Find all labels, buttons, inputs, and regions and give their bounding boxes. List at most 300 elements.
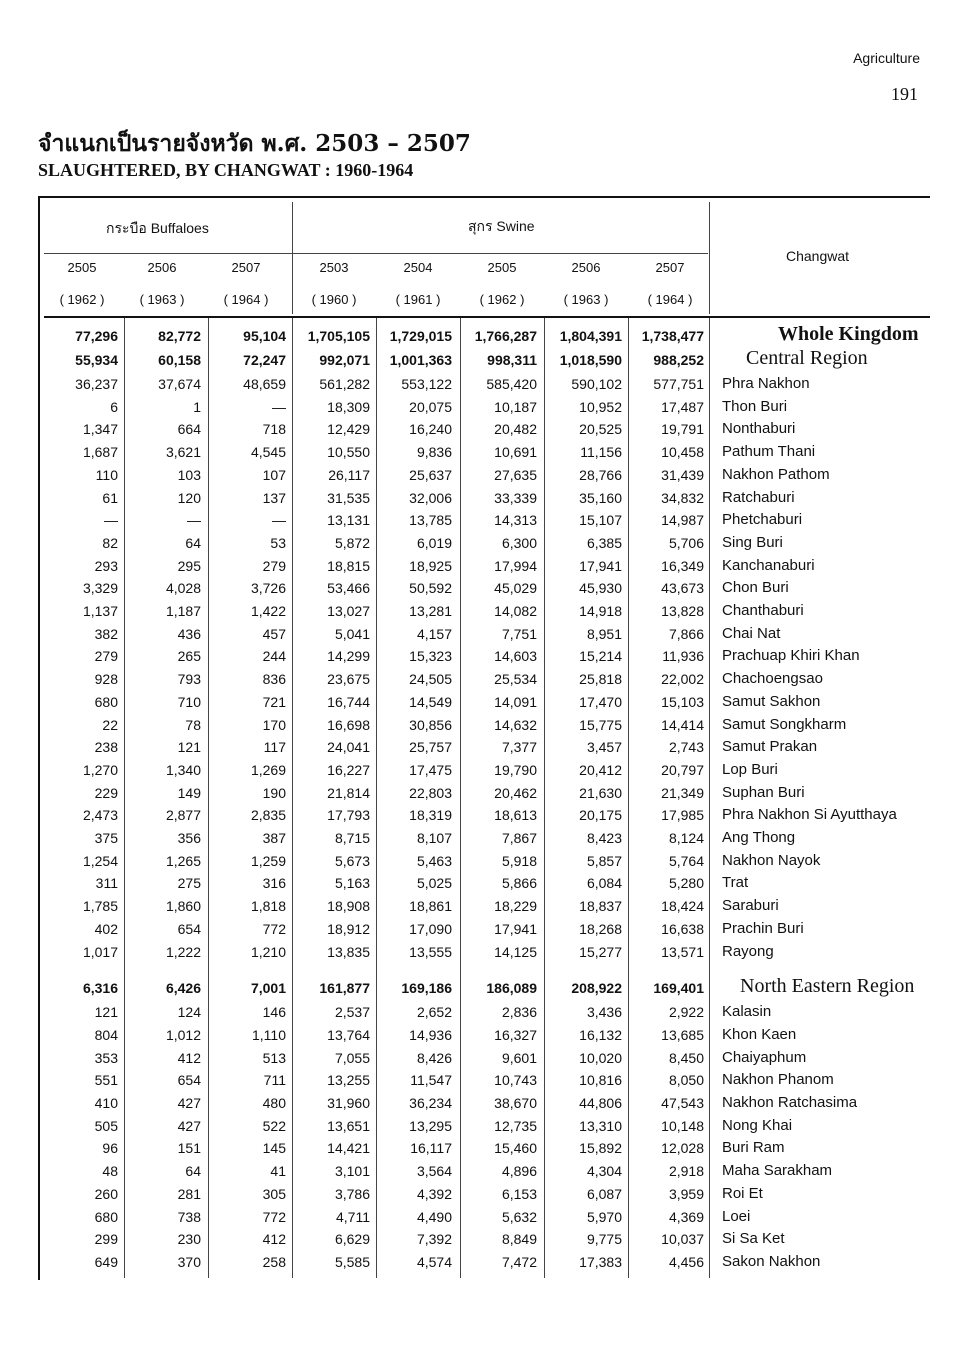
table-cell: 50,592 [409, 580, 452, 597]
changwat-name: Lop Buri [722, 760, 778, 778]
region-label: North Eastern Region [740, 975, 915, 998]
changwat-name: Maha Sarakham [722, 1162, 833, 1180]
table-cell: 23,675 [327, 671, 370, 688]
table-cell: 1,269 [250, 761, 286, 778]
table-cell: 680 [94, 693, 118, 710]
table-cell: 1,001,363 [389, 352, 452, 368]
table-cell: 721 [262, 693, 286, 710]
changwat-name: Nong Khai [722, 1116, 793, 1134]
table-cell: 145 [262, 1140, 286, 1157]
table-cell: 186,089 [486, 980, 537, 997]
table-cell: 44,806 [579, 1095, 622, 1111]
table-cell: 41 [270, 1163, 286, 1180]
table-cell: 15,892 [579, 1140, 622, 1157]
table-cell: 281 [177, 1185, 201, 1202]
table-cell: 7,392 [416, 1231, 452, 1248]
table-cell: 13,310 [579, 1117, 622, 1134]
table-cell: 1,347 [82, 421, 118, 438]
year-header-th: 2505 [67, 260, 97, 275]
table-cell: 6,385 [586, 534, 622, 551]
table-cell: 161,877 [319, 980, 370, 997]
table-cell: 5,585 [334, 1253, 370, 1270]
table-cell: 18,815 [327, 557, 370, 574]
table-cell: 649 [94, 1253, 118, 1270]
changwat-name: Phra Nakhon [722, 375, 810, 392]
changwat-name: Samut Sakhon [722, 692, 821, 710]
table-cell: 13,571 [661, 943, 704, 960]
table-cell: 577,751 [653, 376, 704, 392]
table-cell: 772 [262, 1208, 286, 1225]
table-cell: 16,349 [661, 557, 704, 574]
table-cell: 8,423 [586, 830, 622, 846]
table-cell: 137 [262, 489, 286, 506]
table-cell: 14,987 [661, 512, 704, 529]
table-cell: 5,857 [586, 852, 622, 869]
year-header-th: 2506 [571, 260, 601, 275]
table-cell: 6,153 [501, 1185, 537, 1202]
whole-kingdom-label: Whole Kingdom [778, 323, 919, 345]
table-cell: 17,090 [409, 920, 452, 937]
year-header-en: ( 1962 ) [479, 292, 525, 307]
table-cell: 61 [102, 489, 118, 506]
table-cell: 30,856 [409, 716, 452, 733]
table-cell: 36,237 [75, 376, 118, 392]
table-cell: 3,101 [334, 1163, 370, 1180]
table-cell: 998,311 [487, 352, 537, 368]
table-cell: 427 [177, 1095, 201, 1111]
table-cell: 18,319 [409, 807, 452, 824]
table-cell: 103 [177, 466, 201, 483]
table-cell: 3,436 [586, 1004, 622, 1021]
table-cell: 8,715 [334, 830, 370, 846]
changwat-name: Samut Prakan [722, 738, 818, 756]
table-cell: 24,041 [327, 739, 370, 756]
changwat-name: Roi Et [722, 1184, 763, 1202]
table-cell: 34,832 [661, 489, 704, 506]
table-cell: 4,369 [668, 1208, 704, 1225]
table-cell: 15,107 [579, 512, 622, 529]
table-cell: 10,020 [579, 1049, 622, 1066]
table-cell: 1,766,287 [474, 328, 537, 344]
changwat-name: Si Sa Ket [722, 1230, 785, 1248]
table-cell: 14,125 [494, 943, 537, 960]
table-cell: 16,638 [661, 920, 704, 937]
table-cell: 15,214 [579, 648, 622, 665]
table-cell: 18,912 [327, 920, 370, 937]
table-cell: 522 [262, 1117, 286, 1134]
table-cell: 1,687 [82, 444, 118, 461]
table-cell: 4,456 [668, 1253, 704, 1270]
table-cell: 1,860 [165, 898, 201, 915]
table-cell: — [272, 398, 286, 415]
table-cell: 1,187 [165, 603, 201, 619]
table-cell: 505 [94, 1117, 118, 1134]
table-cell: 561,282 [319, 376, 370, 392]
table-cell: 8,849 [501, 1231, 537, 1248]
table-cell: 10,187 [494, 398, 537, 415]
table-cell: 190 [262, 784, 286, 801]
table-cell: 710 [177, 693, 201, 710]
table-cell: 22 [102, 716, 118, 733]
table-cell: 412 [177, 1049, 201, 1066]
table-cell: 772 [262, 920, 286, 937]
table-cell: 25,534 [494, 671, 537, 688]
table-cell: 4,574 [416, 1253, 452, 1270]
table-cell: 8,050 [668, 1072, 704, 1089]
table-cell: 2,918 [668, 1163, 704, 1180]
changwat-name: Kalasin [722, 1003, 772, 1021]
table-cell: 6,426 [165, 980, 201, 997]
table-cell: 9,601 [501, 1049, 537, 1066]
table-cell: 53 [270, 534, 286, 551]
table-cell: 311 [95, 875, 118, 892]
table-cell: 6 [110, 398, 118, 415]
table-cell: 6,629 [334, 1231, 370, 1248]
table-cell: 17,475 [409, 761, 452, 778]
table-cell: 16,240 [409, 421, 452, 438]
table-cell: 9,775 [586, 1231, 622, 1248]
table-cell: 1,804,391 [559, 328, 622, 344]
table-cell: 4,490 [416, 1208, 452, 1225]
table-cell: 6,087 [586, 1185, 622, 1202]
changwat-name: Chanthaburi [722, 602, 804, 619]
table-cell: 18,837 [579, 898, 622, 915]
changwat-name: Nonthaburi [722, 420, 796, 438]
table-cell: 10,458 [661, 444, 704, 461]
changwat-name: Suphan Buri [722, 783, 805, 801]
table-cell: 10,743 [494, 1072, 537, 1089]
table-cell: 20,175 [579, 807, 622, 824]
table-cell: 1,254 [82, 852, 118, 869]
table-cell: 3,959 [668, 1185, 704, 1202]
table-cell: 13,555 [409, 943, 452, 960]
region-label: Central Region [746, 347, 868, 369]
table-cell: 14,299 [327, 648, 370, 665]
table-cell: 13,295 [409, 1117, 452, 1134]
table-cell: 585,420 [486, 376, 537, 392]
table-cell: 718 [262, 421, 286, 438]
changwat-name: Nakhon Ratchasima [722, 1094, 858, 1111]
table-cell: 17,383 [579, 1253, 622, 1270]
table-cell: 928 [94, 671, 118, 688]
year-header-en: ( 1963 ) [139, 292, 185, 307]
table-cell: 10,952 [579, 398, 622, 415]
table-cell: 375 [94, 830, 118, 846]
table-cell: 19,791 [661, 421, 704, 438]
changwat-name: Sing Buri [722, 533, 783, 551]
table-cell: 4,392 [416, 1185, 452, 1202]
table-cell: 17,985 [661, 807, 704, 824]
table-cell: 1,222 [165, 943, 201, 960]
table-cell: 229 [94, 784, 118, 801]
table-cell: 35,160 [579, 489, 622, 506]
table-cell: 387 [262, 830, 286, 846]
table-cell: 17,793 [327, 807, 370, 824]
table-cell: 7,001 [250, 980, 286, 997]
table-cell: 107 [262, 466, 286, 483]
changwat-name: Prachin Buri [722, 919, 804, 937]
table-cell: 170 [262, 716, 286, 733]
table-cell: 1,018,590 [559, 352, 622, 368]
table-cell: 25,637 [409, 466, 452, 483]
changwat-name: Rayong [722, 942, 774, 960]
table-cell: 18,925 [409, 557, 452, 574]
table-cell: 5,163 [334, 875, 370, 892]
table-cell: 121 [177, 739, 201, 756]
table-cell: 37,674 [158, 376, 201, 392]
table-cell: — [187, 512, 201, 529]
table-cell: 7,377 [501, 739, 537, 756]
table-cell: 738 [177, 1208, 201, 1225]
table-cell: 17,941 [579, 557, 622, 574]
table-cell: 5,866 [501, 875, 537, 892]
table-cell: 20,075 [409, 398, 452, 415]
table-cell: 8,450 [668, 1049, 704, 1066]
changwat-name: Nakhon Nayok [722, 851, 821, 869]
table-cell: 64 [185, 1163, 201, 1180]
table-cell: 4,304 [586, 1163, 622, 1180]
table-cell: 382 [94, 625, 118, 642]
changwat-name: Saraburi [722, 897, 779, 915]
table-cell: 5,970 [586, 1208, 622, 1225]
table-cell: 31,439 [661, 466, 704, 483]
table-cell: 208,922 [571, 980, 622, 997]
table-cell: 6,316 [82, 980, 118, 997]
table-cell: 8,124 [668, 830, 704, 846]
table-cell: 244 [262, 648, 286, 665]
table-cell: 480 [262, 1095, 286, 1111]
table-cell: 2,877 [165, 807, 201, 824]
table-cell: 2,537 [334, 1004, 370, 1021]
table-cell: 27,635 [494, 466, 537, 483]
table-cell: 1,422 [250, 603, 286, 619]
table-cell: 5,764 [668, 852, 704, 869]
table-cell: 45,029 [494, 580, 537, 597]
table-cell: 18,861 [409, 898, 452, 915]
table-cell: 1,738,477 [641, 328, 704, 344]
table-cell: 513 [262, 1049, 286, 1066]
table-cell: 11,156 [580, 444, 622, 461]
table-cell: 258 [262, 1253, 286, 1270]
table-cell: 10,550 [327, 444, 370, 461]
table-cell: 22,002 [661, 671, 704, 688]
table-cell: 4,157 [416, 625, 452, 642]
changwat-name: Nakhon Phanom [722, 1071, 834, 1089]
table-cell: 18,268 [579, 920, 622, 937]
table-cell: 8,107 [416, 830, 452, 846]
table-cell: 16,227 [327, 761, 370, 778]
changwat-name: Chon Buri [722, 579, 789, 597]
year-header-en: ( 1962 ) [59, 292, 105, 307]
table-cell: 7,472 [501, 1253, 537, 1270]
table-cell: 654 [177, 1072, 201, 1089]
year-header-th: 2504 [403, 260, 433, 275]
table-cell: 18,613 [494, 807, 537, 824]
table-cell: 14,313 [494, 512, 537, 529]
year-header-en: ( 1964 ) [223, 292, 269, 307]
year-header-th: 2507 [655, 260, 685, 275]
table-cell: 33,339 [494, 489, 537, 506]
table-cell: 295 [177, 557, 201, 574]
changwat-name: Phetchaburi [722, 511, 803, 529]
table-cell: 804 [94, 1026, 118, 1043]
table-cell: 316 [262, 875, 286, 892]
table-cell: 20,482 [494, 421, 537, 438]
changwat-header: Changwat [786, 248, 850, 264]
table-cell: 12,735 [494, 1117, 537, 1134]
table-cell: — [272, 512, 286, 529]
table-cell: 3,726 [250, 580, 286, 597]
table-cell: 1,265 [165, 852, 201, 869]
table-cell: 14,918 [579, 603, 622, 619]
table-cell: 1,340 [165, 761, 201, 778]
table-cell: 2,473 [82, 807, 118, 824]
year-header-th: 2503 [319, 260, 349, 275]
table-cell: 279 [94, 648, 118, 665]
table-cell: 82 [102, 534, 118, 551]
english-title: SLAUGHTERED, BY CHANGWAT : 1960-1964 [38, 160, 414, 180]
table-cell: 16,744 [327, 693, 370, 710]
table-cell: 10,037 [661, 1231, 704, 1248]
table-cell: 1,270 [82, 761, 118, 778]
table-cell: 38,670 [494, 1095, 537, 1111]
table-cell: 14,603 [494, 648, 537, 665]
table-cell: 410 [94, 1095, 118, 1111]
table-cell: 279 [262, 557, 286, 574]
table-cell: 5,872 [334, 534, 370, 551]
changwat-name: Buri Ram [722, 1139, 785, 1157]
thai-title: จำแนกเป็นรายจังหวัด พ.ศ. 2503 – 2507 [38, 130, 471, 157]
table-cell: 7,055 [334, 1049, 370, 1066]
table-cell: 402 [94, 920, 118, 937]
table-cell: 19,790 [494, 761, 537, 778]
table-cell: 836 [262, 671, 286, 688]
changwat-name: Nakhon Pathom [722, 465, 830, 483]
table-cell: 15,103 [661, 693, 704, 710]
changwat-name: Pathum Thani [722, 443, 816, 461]
table-cell: 4,896 [501, 1163, 537, 1180]
table-cell: 78 [185, 716, 201, 733]
table-cell: 20,797 [661, 761, 704, 778]
table-cell: 275 [177, 875, 201, 892]
table-cell: 260 [94, 1185, 118, 1202]
changwat-name: Prachuap Khiri Khan [722, 647, 860, 665]
table-cell: 13,835 [327, 943, 370, 960]
table-cell: 680 [94, 1208, 118, 1225]
table-cell: 1,259 [250, 852, 286, 869]
section-label: Agriculture [853, 50, 920, 66]
buffaloes-group-header: กระบือ Buffaloes [106, 220, 209, 236]
table-cell: 169,186 [401, 980, 452, 997]
table-cell: 8,951 [586, 625, 622, 642]
header-group-divider [44, 253, 708, 254]
table-cell: 16,327 [494, 1026, 537, 1043]
table-cell: 13,255 [327, 1072, 370, 1089]
table-cell: 18,424 [661, 898, 704, 915]
table-cell: 64 [185, 534, 201, 551]
table-cell: 31,960 [327, 1095, 370, 1111]
table-cell: 412 [262, 1231, 286, 1248]
changwat-name: Samut Songkharm [722, 715, 847, 733]
table-cell: 5,041 [334, 625, 370, 642]
table-cell: 992,071 [319, 352, 370, 368]
table-cell: 95,104 [243, 328, 286, 344]
table-cell: 654 [177, 920, 201, 937]
table-cell: 16,132 [579, 1026, 622, 1043]
table-cell: 293 [94, 557, 118, 574]
table-cell: 436 [177, 625, 201, 642]
table-cell: 238 [94, 739, 118, 756]
table-cell: 3,621 [165, 444, 201, 461]
table-cell: 265 [177, 648, 201, 665]
table-cell: 24,505 [409, 671, 452, 688]
year-header-th: 2507 [231, 260, 261, 275]
table-cell: 17,487 [661, 398, 704, 415]
table-cell: 13,027 [327, 603, 370, 619]
changwat-name: Sakon Nakhon [722, 1252, 821, 1270]
table-cell: 43,673 [661, 580, 704, 597]
table-cell: 1,729,015 [389, 328, 452, 344]
table-cell: 20,525 [579, 421, 622, 438]
table-cell: 5,463 [416, 852, 452, 869]
table-cell: 15,323 [409, 648, 452, 665]
table-cell: 353 [94, 1049, 118, 1066]
table-cell: 17,470 [579, 693, 622, 710]
table-cell: 6,084 [586, 875, 622, 892]
changwat-name: Thon Buri [722, 397, 788, 415]
year-header-en: ( 1960 ) [311, 292, 357, 307]
table-cell: 31,535 [327, 489, 370, 506]
table-cell: 25,818 [579, 671, 622, 688]
table-cell: 299 [94, 1231, 118, 1248]
table-cell: 15,277 [579, 943, 622, 960]
table-top-rule [38, 196, 930, 198]
column-rule [709, 318, 710, 1278]
table-cell: 72,247 [243, 352, 286, 368]
table-cell: 16,117 [410, 1140, 452, 1157]
table-cell: 117 [263, 739, 286, 756]
table-cell: 18,908 [327, 898, 370, 915]
table-cell: 370 [177, 1253, 201, 1270]
table-cell: 4,545 [250, 444, 286, 461]
table-cell: 8,426 [416, 1049, 452, 1066]
table-cell: 14,421 [327, 1140, 370, 1157]
table-cell: 553,122 [401, 376, 452, 392]
table-cell: 14,414 [661, 716, 704, 733]
table-cell: 82,772 [158, 328, 201, 344]
table-cell: 711 [263, 1072, 286, 1089]
table-cell: 96 [102, 1140, 118, 1157]
table-cell: 36,234 [409, 1095, 452, 1111]
table-cell: 45,930 [579, 580, 622, 597]
table-cell: 664 [177, 421, 201, 438]
table-cell: 18,229 [494, 898, 537, 915]
table-cell: 6,300 [501, 534, 537, 551]
table-cell: 3,457 [586, 739, 622, 756]
table-cell: 4,028 [165, 580, 201, 597]
table-cell: — [104, 512, 118, 529]
table-cell: 48,659 [243, 376, 286, 392]
table-cell: 55,934 [75, 352, 118, 368]
table-cell: 7,751 [501, 625, 537, 642]
table-cell: 20,462 [494, 784, 537, 801]
table-cell: 21,630 [579, 784, 622, 801]
table-cell: 2,652 [416, 1004, 452, 1021]
table-cell: 7,867 [501, 830, 537, 846]
table-cell: 3,564 [416, 1163, 452, 1180]
table-cell: 356 [177, 830, 201, 846]
changwat-name: Kanchanaburi [722, 556, 815, 574]
